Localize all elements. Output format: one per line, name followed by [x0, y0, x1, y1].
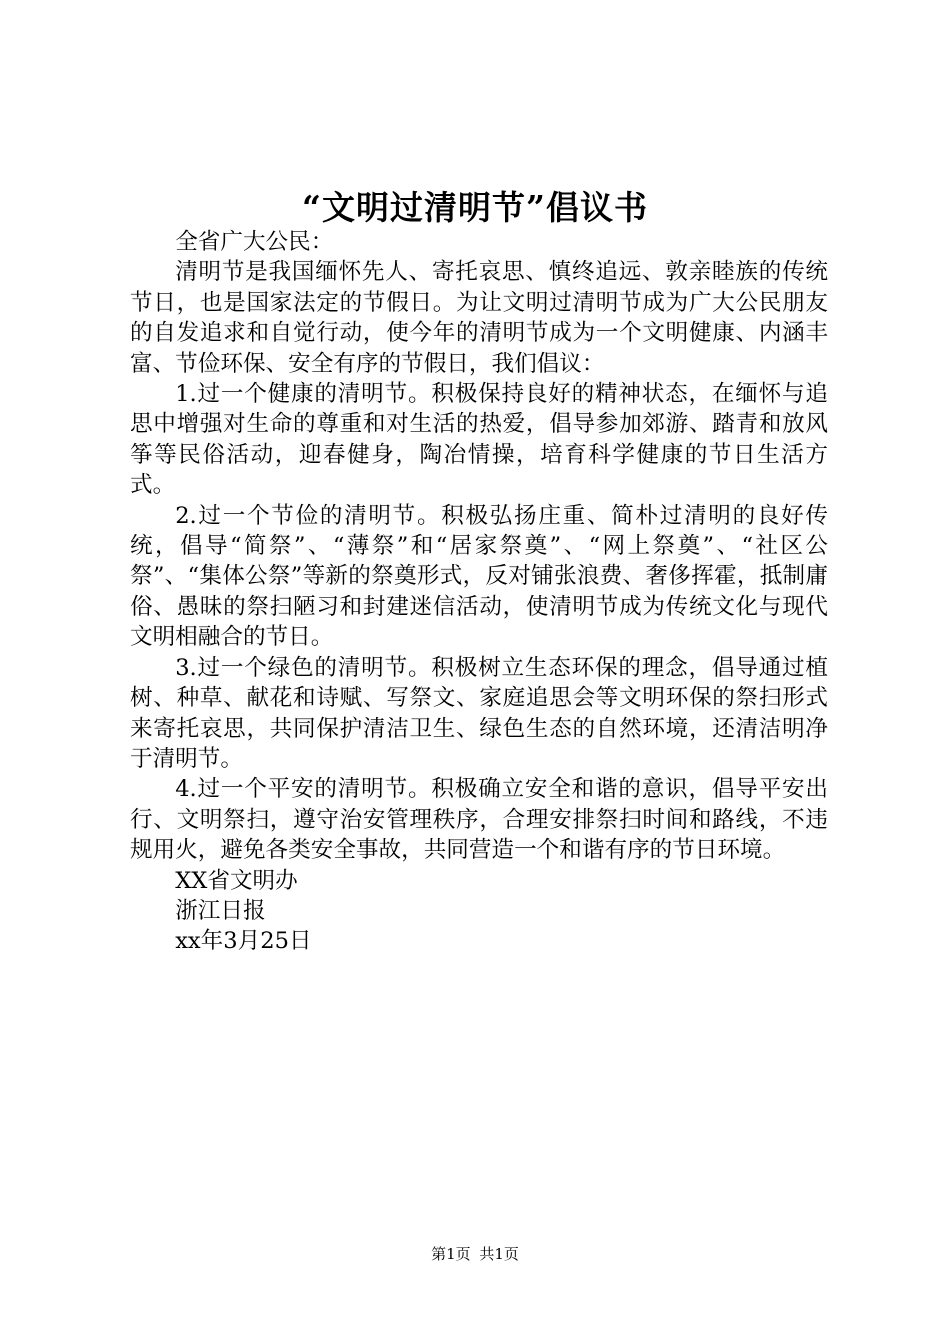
- page-total: 共1页: [479, 1245, 519, 1263]
- paragraph-item-3: 3.过一个绿色的清明节。积极树立生态环保的理念，倡导通过植树、种草、献花和诗赋、写祭文、家庭追思会等文明环保的祭扫形式来寄托哀思，共同保护清洁卫生、绿色生态的自然环境，还清洁明净于清明节。: [130, 654, 828, 772]
- paragraph-item-4: 4.过一个平安的清明节。积极确立安全和谐的意识，倡导平安出行、文明祭扫，遵守治安管理秩序，合理安排祭扫时间和路线，不违规用火，避免各类安全事故，共同营造一个和谐有序的节日环境。: [130, 776, 828, 864]
- paragraph-intro: 清明节是我国缅怀先人、寄托哀思、慎终追远、敦亲睦族的传统节日，也是国家法定的节假日。为让文明过清明节成为广大公民朋友的自发追求和自觉行动，使今年的清明节成为一个文明健康、内涵丰富、节俭环保、安全有序的节假日，我们倡议：: [130, 259, 828, 377]
- paragraph-item-2: 2.过一个节俭的清明节。积极弘扬庄重、简朴过清明的良好传统，倡导“简祭”、“薄祭”和“居家祭奠”、“网上祭奠”、“社区公祭”、“集体公祭”等新的祭奠形式，反对铺张浪费、奢侈挥霍，抵制庸俗、愚昧的祭扫陋习和封建迷信活动，使清明节成为传统文化与现代文明相融合的节日。: [130, 502, 828, 651]
- paragraph-item-1: 1.过一个健康的清明节。积极保持良好的精神状态，在缅怀与追思中增强对生命的尊重和对生活的热爱，倡导参加郊游、踏青和放风筝等民俗活动，迎春健身，陶冶情操，培育科学健康的节日生活方式。: [130, 381, 828, 499]
- signature-org-2: 浙江日报: [175, 897, 266, 924]
- signature-org-1: XX省文明办: [175, 867, 298, 894]
- page-number: 第1页: [431, 1245, 471, 1263]
- document-title: “文明过清明节”倡议书: [302, 188, 648, 227]
- signature-date: xx年3月25日: [175, 928, 312, 955]
- salutation: 全省广大公民：: [175, 229, 334, 255]
- page-footer: [0, 1244, 950, 1264]
- document-body: [130, 227, 828, 957]
